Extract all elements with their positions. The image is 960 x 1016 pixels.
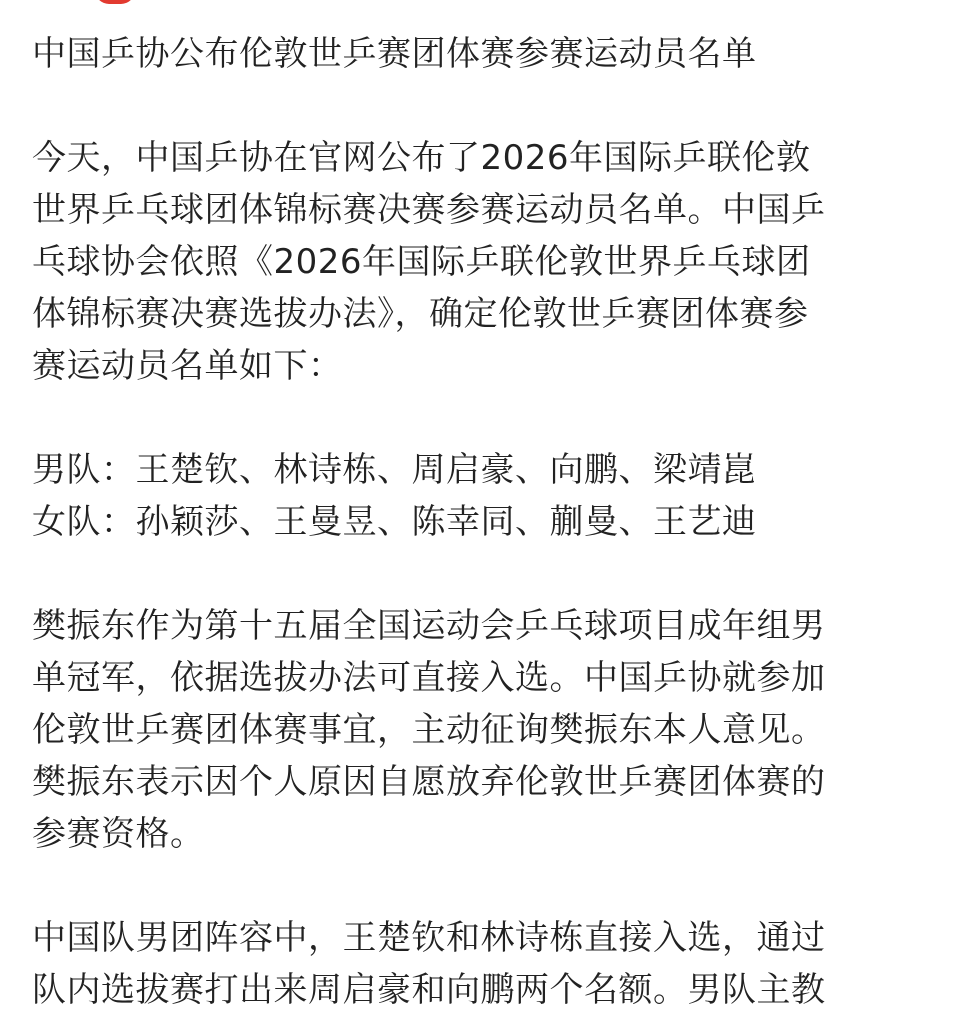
header-decoration [95,0,135,4]
text-line: 乓球协会依照《2026年国际乒联伦敦世界乒乓球团 [32,242,811,282]
paragraph-fan-zhendong [32,600,932,860]
text-line: 队内选拔赛打出来周启豪和向鹏两个名额。男队主教 [32,970,826,1010]
paragraph-gap [32,548,932,600]
text-line: 世界乒乓球团体锦标赛决赛参赛运动员名单。中国乒 [32,190,826,230]
womens-team-roster: 女队：孙颖莎、王曼昱、陈幸同、蒯曼、王艺迪 [32,502,757,542]
text-line: 赛运动员名单如下： [32,346,343,386]
paragraph-gap [32,392,932,444]
mens-team-roster: 男队：王楚钦、林诗栋、周启豪、向鹏、梁靖崑 [32,450,757,490]
paragraph-gap [32,80,932,132]
paragraph-lineup [32,912,932,1016]
text-line: 伦敦世乒赛团体赛事宜，主动征询樊振东本人意见。 [32,710,826,750]
text-line: 中国队男团阵容中，王楚钦和林诗栋直接入选，通过 [32,918,826,958]
title-text: 中国乒协公布伦敦世乒赛团体赛参赛运动员名单 [32,34,757,74]
text-line: 参赛资格。 [32,814,205,854]
paragraph-gap [32,860,932,912]
text-line: 体锦标赛决赛选拔办法》，确定伦敦世乒赛团体赛参 [32,294,809,334]
text-line: 樊振东作为第十五届全国运动会乒乓球项目成年组男 [32,606,826,646]
text-line: 今天，中国乒协在官网公布了2026年国际乒联伦敦 [32,138,811,178]
paragraph-roster [32,444,932,548]
paragraph-announcement [32,132,932,392]
article-body [32,28,932,1016]
text-line: 单冠军，依据选拔办法可直接入选。中国乒协就参加 [32,658,826,698]
article-title [32,28,932,80]
text-line: 樊振东表示因个人原因自愿放弃伦敦世乒赛团体赛的 [32,762,826,802]
